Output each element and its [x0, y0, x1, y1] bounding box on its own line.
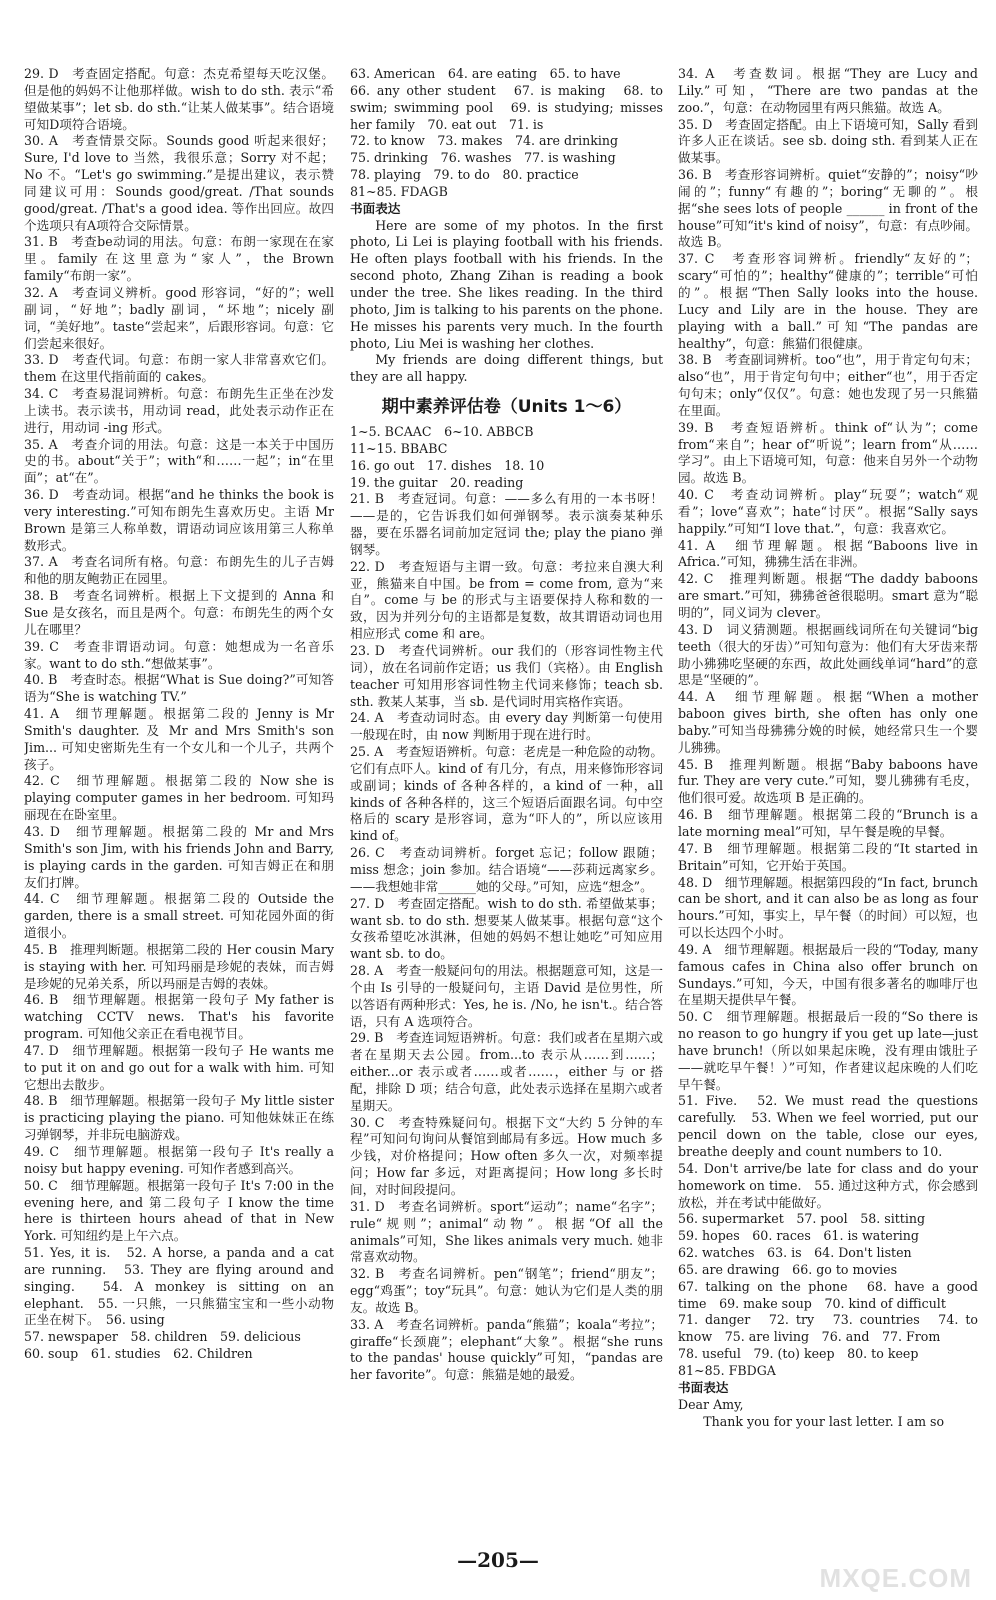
- answer-item: 67. talking on the phone 68. have a good time 69. make soup 70. kind of difficult: [678, 1278, 978, 1311]
- answer-item: 60. soup 61. studies 62. Children: [24, 1346, 253, 1362]
- answer-item: 48. B 细节理解题。根据第一段句子 My little sister is practicing playing the piano. 可知他妹妹正在练习弹钢琴，并非玩电脑游戏。: [24, 1093, 334, 1143]
- answer-item: 38. B 考查副词辨析。too“也”，用于肯定句句末；also“也”，用于肯定句句中；either“也”，用于否定句句末；only“仅仅”。句意：她也发现了另一只熊猫在里面。: [678, 352, 978, 418]
- answer-item: 65. are drawing 66. go to movies: [678, 1261, 898, 1277]
- answer-item: 56. supermarket 57. pool 58. sitting: [678, 1211, 926, 1227]
- answer-item: 78. playing 79. to do 80. practice: [350, 167, 579, 183]
- answer-item: 78. useful 79. (to) keep 80. to keep: [678, 1346, 919, 1362]
- answer-item: 34. C 考查易混词辨析。句意：布朗先生正坐在沙发上读书。表示读书，用动词 read，此处表示动作正在进行，用动词 -ing 形式。: [24, 386, 334, 435]
- answer-item: 62. watches 63. is 64. Don't listen: [678, 1245, 912, 1261]
- column-middle: [350, 66, 663, 1536]
- answer-item: 48. D 细节理解题。根据第四段的“In fact, brunch can be short, and it can also be as long as four hours.”可知，事实上，早午餐（的时间）可以短，也可以长达四个小时。: [678, 874, 978, 941]
- answer-item: 21. B 考查冠词。句意：——多么有用的一本书呀！——是的，它告诉我们如何弹钢琴。表示演奏某种乐器，要在乐器名词前加定冠词 the; play the piano 弹钢琴。: [350, 491, 663, 557]
- answer-item: 41. A 细节理解题。根据“Baboons live in Africa.”可知，狒狒生活在非洲。: [678, 537, 978, 570]
- answer-item: 31. D 考查名词辨析。sport“运动”；name“名字”；rule“规则”；animal“动物”。根据“Of all the animals”可知，She likes animals very much. 她非常喜欢动物。: [350, 1198, 663, 1265]
- answer-item: 51. Yes, it is. 52. A horse, a panda and a cat are running. 53. They are flying around and singing. 54. A monkey is sitting on an elephant. 55. 一只熊，一只熊猫宝宝和一些小动物正坐在树下。 56. using: [24, 1245, 334, 1328]
- answer-item: 36. D 考查动词。根据“and he thinks the book is very interesting.”可知布朗先生喜欢历史。主语 Mr Brown 是第三人称单数，谓语动词应该用第三人称单数形式。: [24, 487, 334, 553]
- answer-item: 33. A 考查名词辨析。panda“熊猫”；koala“考拉”；giraffe“长颈鹿”；elephant“大象”。根据“she runs to the pandas' house quickly”可知，“pandas are her favorite”。句意：熊猫是她的最爱。: [350, 1316, 663, 1383]
- letter-greeting: Dear Amy,: [678, 1396, 744, 1412]
- answer-item: 51. Five. 52. We must read the questions carefully. 53. When we feel worried, put our pencil down on the table, close our eyes, breathe deeply and count numbers to 10.: [678, 1093, 978, 1159]
- answer-item: 50. C 细节理解题。根据第一段句子 It's 7:00 in the evening here, and 第二段句子 I know the time here is thirteen hours ahead of that in New York. 可知纽约是上午六点。: [24, 1177, 334, 1244]
- answer-item: 23. D 考查代词辨析。our 我们的（形容词性物主代词），放在名词前作定语；us 我们（宾格）。由 English teacher 可知用形容词性物主代词来修饰；teach sb. sth. 教某人某事，当 sb. 是代词时用宾格作宾语。: [350, 643, 663, 709]
- answer-item: 35. D 考查固定搭配。由上下语境可知，Sally 看到许多人正在谈话。see sb. doing sth. 看到某人正在做某事。: [678, 116, 978, 166]
- answer-item: 11~15. BBABC: [350, 440, 448, 456]
- answer-item: 36. B 考查形容词辨析。quiet“安静的”；noisy“吵闹的”；funny“有趣的”；boring“无聊的”。根据“she sees lots of people ______ in front of the house”可知“it's kind of noisy”，句意：有点吵闹。故选 B。: [678, 167, 978, 250]
- answer-item: 29. B 考查连词短语辨析。句意：我们或者在星期六或者在星期天去公园。from...to 表示从……到……；either...or 表示或者……或者……，either 与 or 搭配，排除 D 项；结合句意，此处表示选择在星期六或者星期天。: [350, 1030, 663, 1113]
- answer-item: 47. B 细节理解题。根据第二段的“It started in Britain”可知，它开始于英国。: [678, 840, 978, 873]
- answer-item: 32. A 考查词义辨析。good 形容词，“好的”；well 副词，“好地”；badly 副词，“坏地”；nicely 副词，“美好地”。taste“尝起来”，后跟形容词。句意：它们尝起来很好。: [24, 284, 334, 351]
- answer-item: 40. B 考查时态。根据“What is Sue doing?”可知答语为“She is watching TV.”: [24, 672, 334, 705]
- answer-item: 54. Don't arrive/be late for class and do your homework on time. 55. 通过这种方式，你会感到放松，并在考试中能做好。: [678, 1160, 978, 1210]
- answer-item: 42. C 细节理解题。根据第二段的 Now she is playing computer games in her bedroom. 可知玛丽现在在卧室里。: [24, 773, 334, 823]
- answer-item: 39. B 考查短语辨析。think of“认为”；come from“来自”；hear of“听说”；learn from“从……学习”。由上下语境可知，句意：他来自另外一个动物园。故选 B。: [678, 419, 978, 486]
- answer-item: 63. American 64. are eating 65. to have: [350, 66, 621, 81]
- answer-item: 42. C 推理判断题。根据“The daddy baboons are smart.”可知，狒狒爸爸很聪明。smart 意为“聪明的”，同义词为 clever。: [678, 571, 978, 620]
- answer-item: 40. C 考查动词辨析。play“玩耍”；watch“观看”；love“喜欢”；hate“讨厌”。根据“Sally says happily.”可知“I love that.”，句意：我喜欢它。: [678, 487, 978, 536]
- answer-item: 75. drinking 76. washes 77. is washing: [350, 150, 616, 166]
- answer-item: 31. B 考查be动词的用法。句意：布朗一家现在在家里。family 在这里意为“家人”，the Brown family“布朗一家”。: [24, 234, 334, 284]
- answer-item: 37. A 考查名词所有格。句意：布朗先生的儿子吉姆和他的朋友鲍勃正在园里。: [24, 554, 334, 587]
- answer-item: 57. newspaper 58. children 59. delicious: [24, 1329, 301, 1345]
- answer-item: 44. A 细节理解题。根据“When a mother baboon gives birth, she often has only one baby.”可知当母狒狒分娩的时候，她经常只生一个婴儿狒狒。: [678, 689, 978, 755]
- answer-item: 30. C 考查特殊疑问句。根据下文“大约 5 分钟的车程”可知问句询问从餐馆到邮局有多远。How much 多少钱，对价格提问；How often 多久一次，对频率提问；How far 多远，对距离提问；How long 多长时间，对时间段提问。: [350, 1114, 663, 1197]
- answer-item: 19. the guitar 20. reading: [350, 474, 524, 490]
- answer-item: 66. any other student 67. is making 68. to swim; swimming pool 69. is studying; misses her family 70. eat out 71. is: [350, 82, 663, 132]
- writing-heading: 书面表达: [350, 200, 401, 216]
- answer-item: 25. A 考查短语辨析。句意：老虎是一种危险的动物。它们有点吓人。kind of 有几分，有点，用来修饰形容词或副词；kinds of 各种各样的，a kind of 一种，all kinds of 各种各样的，这三个短语后面跟名词。句中空格后的 scary 是形容词，意为“吓人的”，所以应该用 kind of。: [350, 744, 663, 844]
- answer-item: 39. C 考查非谓语动词。句意：她想成为一名音乐家。want to do sth.“想做某事”。: [24, 638, 334, 671]
- answer-item: 16. go out 17. dishes 18. 10: [350, 457, 545, 473]
- watermark: [0, 1556, 996, 1600]
- column-left: [24, 66, 334, 1536]
- answer-item: 32. B 考查名词辨析。pen“钢笔”；friend“朋友”；egg“鸡蛋”；toy“玩具”。句意：她认为它们是人类的朋友。故选 B。: [350, 1266, 663, 1315]
- answer-item: 43. D 词义猜测题。根据画线词所在句关键词“big teeth（很大的牙齿）”可知句意为：他们有大牙齿来帮助小狒狒吃坚硬的东西，故此处画线单词“hard”的意思是“坚硬的”。: [678, 621, 978, 688]
- answer-item: 49. C 细节理解题。根据第一段句子 It's really a noisy but happy evening. 可知作者感到高兴。: [24, 1144, 334, 1176]
- exam-section-title: 期中素养评估卷（Units 1～6）: [381, 397, 632, 418]
- answer-item: 46. B 细节理解题。根据第二段的“Brunch is a late morning meal”可知，早午餐是晚的早餐。: [678, 807, 978, 839]
- essay-paragraph: Here are some of my photos. In the first photo, Li Lei is playing football with his friends. He often plays football with his friends. In the second photo, Zhang Zihan is reading a book under the tree. She likes reading. In the third photo, Jim is talking to his parents on the phone. He misses his parents very much. In the fourth photo, Liu Mei is washing her clothes.: [350, 217, 663, 351]
- answer-item: 46. B 细节理解题。根据第一段句子 My father is watching CCTV news. That's his favorite program. 可知他父亲正在看电视节目。: [24, 992, 334, 1042]
- column-right: [678, 66, 978, 1536]
- answer-item: 81~85. FDAGB: [350, 183, 448, 199]
- answer-item: 49. A 细节理解题。根据最后一段的“Today, many famous cafes in China also offer brunch on Sundays.”可知，今天，中国有很多著名的咖啡厅也在星期天提供早午餐。: [678, 941, 978, 1008]
- answer-item: 43. D 细节理解题。根据第二段的 Mr and Mrs Smith's son Jim, with his friends John and Barry, is playing cards in the garden. 可知吉姆正在和朋友们打牌。: [24, 823, 334, 890]
- answer-item: 27. D 考查固定搭配。wish to do sth. 希望做某事；want sb. to do sth. 想要某人做某事。根据句意“这个女孩希望吃冰淇淋，但她的妈妈不想让她吃”可知应用 want sb. to do。: [350, 895, 663, 962]
- answer-item: 24. A 考查动词时态。由 every day 判断第一句使用一般现在时，由 now 判断用于现在进行时。: [350, 710, 663, 743]
- answer-item: 72. to know 73. makes 74. are drinking: [350, 133, 619, 149]
- answer-item: 37. C 考查形容词辨析。friendly“友好的”；scary“可怕的”；healthy“健康的”；terrible“可怕的”。根据“Then Sally looks into the house. Lucy and Lily are in the house. They are playing with a ball.”可知“The pandas are healthy”，句意：熊猫们很健康。: [678, 251, 978, 351]
- answer-item: 33. D 考查代词。句意：布朗一家人非常喜欢它们。them 在这里代指前面的 cakes。: [24, 352, 334, 385]
- answer-item: 34. A 考查数词。根据“They are Lucy and Lily.”可知，“There are two pandas at the zoo.”，句意：在动物园里有两只熊猫。故选 A。: [678, 66, 978, 115]
- answer-item: 59. hopes 60. races 61. is watering: [678, 1228, 919, 1244]
- writing-heading: 书面表达: [678, 1379, 729, 1395]
- answer-item: 30. A 考查情景交际。Sounds good 听起来很好；Sure, I'd love to 当然，我很乐意；Sorry 对不起；No 不。“Let's go swimming.”是提出建议，表示赞同建议可用：Sounds good/great. /That sounds good/great. /That's a good idea. 等作出回应。故四个选项只有A项符合交际情景。: [24, 133, 334, 233]
- answer-item: 45. B 推理判断题。根据“Baby baboons have fur. They are very cute.”可知，婴儿狒狒有毛皮，他们很可爱。故选项 B 是正确的。: [678, 756, 978, 806]
- answer-item: 1~5. BCAAC 6~10. ABBCB: [350, 424, 534, 440]
- answer-item: 28. A 考查一般疑问句的用法。根据题意可知，这是一个由 Is 引导的一般疑问句，主语 David 是位男性，所以答语有两种形式：Yes, he is. /No, he isn't.。结合答语，只有 A 选项符合。: [350, 963, 663, 1029]
- answer-item: 38. B 考查名词辨析。根据上下文提到的 Anna 和 Sue 是女孩名，而且是两个。句意：布朗先生的两个女儿在哪里？: [24, 588, 334, 637]
- answer-item: 41. A 细节理解题。根据第二段的 Jenny is Mr Smith's daughter. 及 Mr and Mrs Smith's son Jim... 可知史密斯先生有一个女儿和一个儿子，共两个孩子。: [24, 706, 334, 772]
- answer-item: 50. C 细节理解题。根据最后一段的“So there is no reason to go hungry if you get up late—just have brunch!（所以如果起床晚，没有理由饿肚子——就吃早午餐！）”可知，作者建议起床晚的人们吃早午餐。: [678, 1009, 978, 1092]
- answer-item: 29. D 考查固定搭配。句意：杰克希望每天吃汉堡。但是他的妈妈不让他那样做。wish to do sth. 表示“希望做某事”；let sb. do sth.“让某人做某事”。结合语境可知D项符合语境。: [24, 66, 334, 132]
- answer-item: 81~85. FBDGA: [678, 1362, 776, 1378]
- answer-item: 71. danger 72. try 73. countries 74. to know 75. are living 76. and 77. From: [678, 1312, 978, 1345]
- answer-item: 47. D 细节理解题。根据第一段句子 He wants me to put it on and go out for a walk with him. 可知它想出去散步。: [24, 1042, 334, 1092]
- page-number: —205—: [457, 1548, 539, 1572]
- answer-item: 45. B 推理判断题。根据第二段的 Her cousin Mary is staying with her. 可知玛丽是珍妮的表妹，而吉姆是珍妮的兄弟关系，所以玛丽是吉姆的表妹。: [24, 941, 334, 991]
- essay-paragraph: My friends are doing different things, but they are all happy.: [350, 352, 663, 385]
- answer-item: 44. C 细节理解题。根据第二段的 Outside the garden, there is a small street. 可知花园外面的街道很小。: [24, 891, 334, 941]
- answer-item: 26. C 考查动词辨析。forget 忘记；follow 跟随；miss 想念；join 参加。结合语境“——莎莉远离家乡。——我想她非常______她的父母。”可知，应选“想念”。: [350, 845, 663, 894]
- answer-item: 22. D 考查短语与主谓一致。句意：考拉来自澳大利亚，熊猫来自中国。be from = come from, 意为“来自”。come 与 be 的形式与主语要保持人称和数的一致，因为并列分句的主语都是复数，故其谓语动词也用相应形式 come 和 are。: [350, 558, 663, 642]
- watermark-text: MXQE.COM: [819, 1563, 972, 1593]
- answer-item: 35. A 考查介词的用法。句意：这是一本关于中国历史的书。about“关于”；with“和……一起”；in“在里面”；at“在”。: [24, 436, 334, 486]
- letter-line: Thank you for your last letter. I am so: [703, 1413, 945, 1429]
